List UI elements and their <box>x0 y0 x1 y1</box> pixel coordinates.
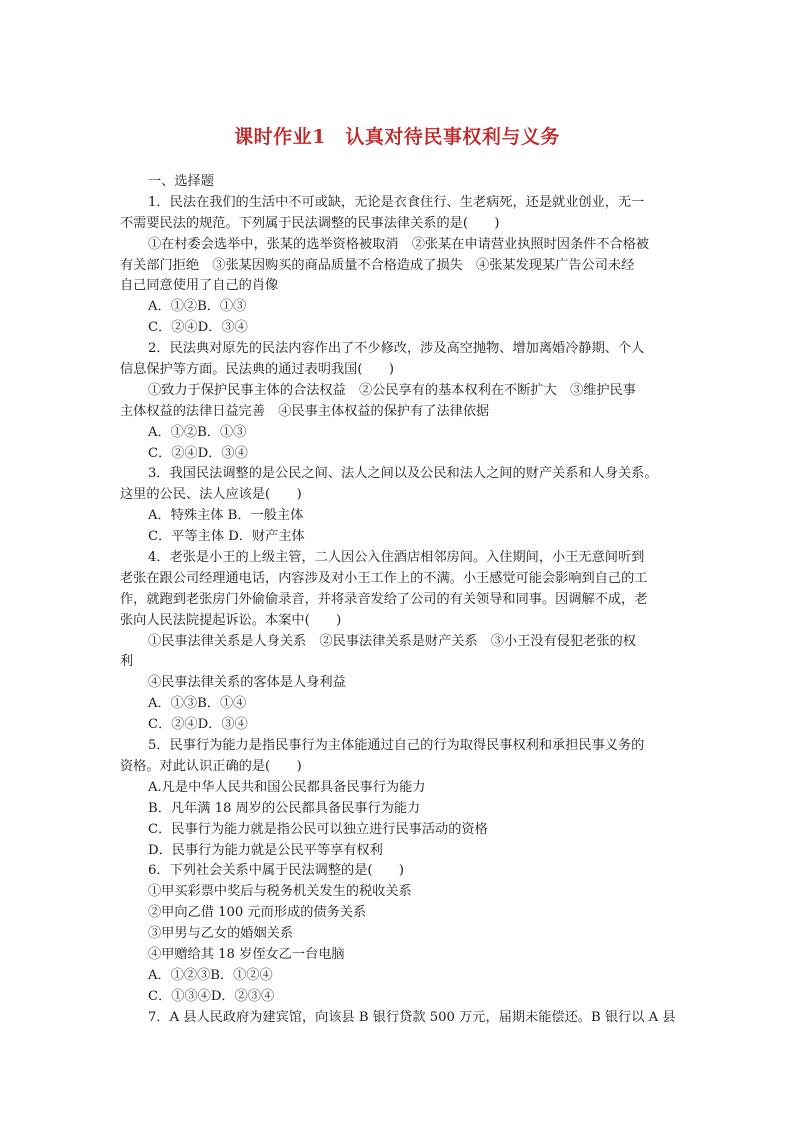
text-line: 5．民事行为能力是指民事行为主体能通过自己的行为取得民事权利和承担民事义务的 <box>148 738 645 754</box>
text-line: 资格。对此认识正确的是( ) <box>120 758 302 774</box>
section-heading: 一、选择题 <box>148 174 214 189</box>
text-line: 7．A 县人民政府为建宾馆，向该县 B 银行贷款 500 万元，届期未能偿还。B 银行以 A 县 <box>148 1009 676 1025</box>
text-line: 信息保护等方面。民法典的通过表明我国( ) <box>120 362 395 378</box>
text-line: 2．民法典对原先的民法内容作出了不少修改，涉及高空抛物、增加离婚冷静期、个人 <box>148 341 645 357</box>
text-line: ④民事法律关系的客体是人身利益 <box>148 675 346 691</box>
text-line: B．凡年满 18 周岁的公民都具备民事行为能力 <box>148 800 421 816</box>
text-line: 3．我国民法调整的是公民之间、法人之间以及公民和法人之间的财产关系和人身关系。 <box>148 466 658 482</box>
text-line: A.凡是中华人民共和国公民都具备民事行为能力 <box>148 779 426 795</box>
text-line: 自己同意使用了自己的肖像 <box>120 278 279 294</box>
text-line: ①致力于保护民事主体的合法权益 ②公民享有的基本权利在不断扩大 ③维护民事 <box>148 382 636 398</box>
text-line: 不需要民法的规范。下列属于民法调整的民事法律关系的是( ) <box>120 215 500 231</box>
text-line: ③甲男与乙女的婚姻关系 <box>148 926 294 942</box>
text-line: ①在村委会选举中，张某的选举资格被取消 ②张某在申请营业执照时因条件不合格被 <box>148 236 650 252</box>
text-line: C．②④D．③④ <box>148 445 248 461</box>
text-line: 4．老张是小王的上级主管，二人因公入住酒店相邻房间。入住期间，小王无意间听到 <box>148 550 645 566</box>
text-line: ①甲买彩票中奖后与税务机关发生的税收关系 <box>148 884 412 900</box>
text-line: A．①②B．①③ <box>148 424 247 440</box>
text-line: 有关部门拒绝 ③张某因购买的商品质量不合格造成了损失 ④张某发现某广告公司未经 <box>120 257 635 273</box>
text-line: C．民事行为能力就是指公民可以独立进行民事活动的资格 <box>148 821 488 837</box>
text-line: A．①③B．①④ <box>148 696 247 712</box>
text-line: C．①③④D．②③④ <box>148 988 275 1004</box>
text-line: 作，就跑到老张房门外偷偷录音，并将录音发给了公司的有关领导和同事。因调解不成，老 <box>120 591 648 607</box>
text-line: A．①②B．①③ <box>148 299 247 315</box>
text-line: 主体权益的法律日益完善 ④民事主体权益的保护有了法律依据 <box>120 403 490 419</box>
text-line: ②甲向乙借 100 元而形成的债务关系 <box>148 905 367 921</box>
text-line: A．①②③B．①②④ <box>148 967 273 983</box>
document-body <box>120 172 680 1029</box>
text-line: C．②④D．③④ <box>148 320 248 336</box>
text-line: ①民事法律关系是人身关系 ②民事法律关系是财产关系 ③小王没有侵犯老张的权 <box>148 633 636 649</box>
text-line: 这里的公民、法人应该是( ) <box>120 487 302 503</box>
text-line: C．②④D．③④ <box>148 717 248 733</box>
text-line: 6．下列社会关系中属于民法调整的是( ) <box>148 863 405 879</box>
text-line: 老张在跟公司经理通电话，内容涉及对小王工作上的不满。小王感觉可能会影响到自己的工 <box>120 570 648 586</box>
text-line: A．特殊主体 B．一般主体 <box>148 508 304 524</box>
text-line: ④甲赠给其 18 岁侄女乙一台电脑 <box>148 946 345 962</box>
text-line: D．民事行为能力就是公民平等享有权利 <box>148 842 383 858</box>
text-line: C．平等主体 D．财产主体 <box>148 529 305 545</box>
text-line: 利 <box>120 654 134 670</box>
text-line: 张向人民法院提起诉讼。本案中( ) <box>120 612 342 628</box>
text-line: 1．民法在我们的生活中不可或缺，无论是衣食住行、生老病死，还是就业创业，无一 <box>148 194 645 210</box>
page-title: 课时作业1 认真对待民事权利与义务 <box>234 126 560 148</box>
